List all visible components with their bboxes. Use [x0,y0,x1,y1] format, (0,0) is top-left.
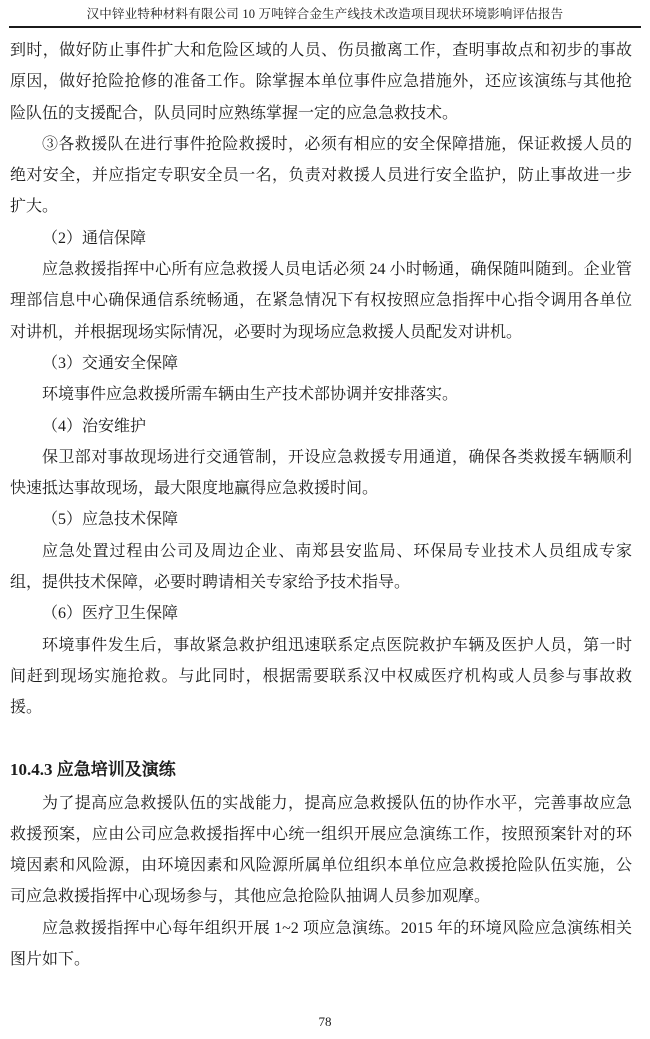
body-paragraph: （4）治安维护 [42,417,147,435]
body-paragraph: 应急处置过程由公司及周边企业、南郑县安监局、环保局专业技术人员组成专家组，提供技术保障，必要时聘请相关专家给予技术指导。 [10,542,632,592]
body-paragraph: 应急救援指挥中心所有应急救援人员电话必须 24 小时畅通，确保随叫随到。企业管理部信息中心确保通信系统畅通，在紧急情况下有权按照应急指挥中心指令调用各单位对讲机，并根据现场实际情况，必要时为现场应急救援人员配发对讲机。 [10,261,632,341]
page-footer [0,1014,650,1030]
body-paragraph: 环境事件发生后，事故紧急救护组迅速联系定点医院救护车辆及医护人员，第一时间赶到现场实施抢救。与此同时，根据需要联系汉中权威医疗机构或人员参与事故救援。 [10,636,632,717]
body-paragraph: 环境事件应急救援所需车辆由生产技术部协调并安排落实。 [42,386,459,404]
body-paragraph: ③各救援队在进行事件抢险救援时，必须有相应的安全保障措施，保证救援人员的绝对安全，并应指定专职安全员一名，负责对救援人员进行安全监护，防止事故进一步扩大。 [10,135,632,216]
body-paragraph: 应急救援指挥中心每年组织开展 1~2 项应急演练。2015 年的环境风险应急演练相关图片如下。 [10,919,632,969]
body-paragraph: （3）交通安全保障 [42,354,179,372]
body-paragraph: 保卫部对事故现场进行交通管制，开设应急救援专用通道，确保各类救援车辆顺利快速抵达事故现场，最大限度地赢得应急救援时间。 [10,448,632,498]
page-number: 78 [318,1014,332,1029]
body-paragraph: （5）应急技术保障 [42,511,179,529]
body-paragraph: 到时，做好防止事件扩大和危险区域的人员、伤员撤离工作，查明事故点和初步的事故原因，做好抢险抢修的准备工作。除掌握本单位事件应急措施外，还应该演练与其他抢险队伍的支援配合，队员同时应熟练掌握一定的应急急救技术。 [10,42,632,122]
running-header-title: 汉中锌业特种材料有限公司 10 万吨锌合金生产线技术改造项目现状环境影响评估报告 [9,4,641,28]
body-paragraph: （6）医疗卫生保障 [42,605,179,623]
section-heading: 10.4.3 应急培训及演练 [10,759,176,779]
document-body [0,28,650,975]
page-header [0,0,650,28]
body-paragraph: 为了提高应急救援队伍的实战能力，提高应急救援队伍的协作水平，完善事故应急救援预案，应由公司应急救援指挥中心统一组织开展应急演练工作，按照预案针对的环境因素和风险源，由环境因素和风险源所属单位组织本单位应急救援抢险队伍实施，公司应急救援指挥中心现场参与，其他应急抢险队抽调人员参加观摩。 [10,794,632,906]
body-paragraph: （2）通信保障 [42,229,147,247]
